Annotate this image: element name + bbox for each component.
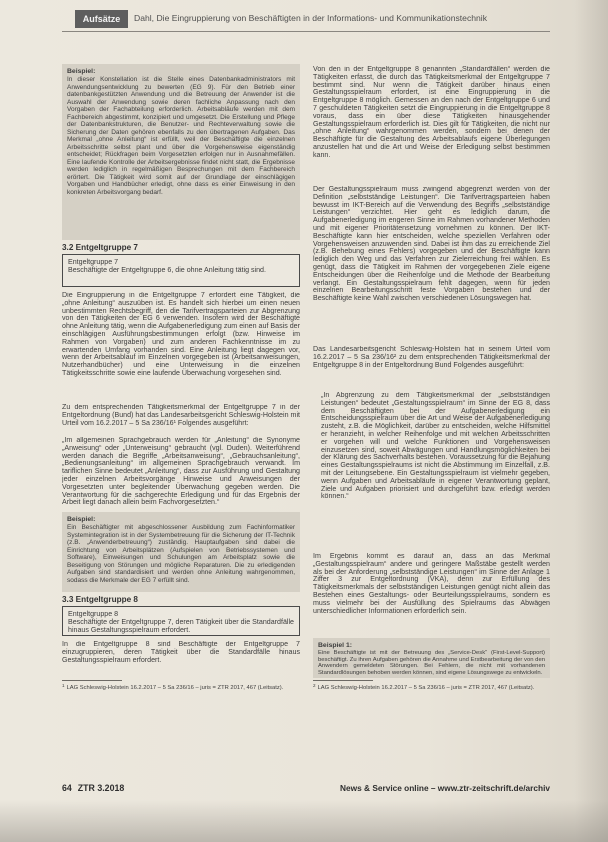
footnote-text: LAG Schleswig-Holstein 16.2.2017 – 5 Sa 236/16 – juris = ZTR 2017, 467 (Leitsatz). <box>317 685 535 691</box>
page-number: 64 <box>62 783 72 793</box>
paragraph-standard-cases: Von den in der Entgeltgruppe 8 genannten „Standardfällen“ werden die Tätigkeiten erfasst, die durch das Tätigkeitsmerkmal der Entgeltgruppe 7 bestimmt sind. Nur wenn die Tätigkeit darüber hinaus einen Gestaltungsspielraum erfordert, ist eine Eingruppierung in die Entgeltgruppe 8 möglich. Gemessen an den nach der Entgeltgruppe 6 und 7 geschuldeten Tätigkeiten setzt die Eingruppierung in die Entgeltgruppe 8 voraus, dass ein über diese Tätigkeiten hinausgehender Gestaltungsspielraum erforderlich ist. Dies gilt für Tätigkeiten, die nicht nur „ohne Anleitung“ wahrgenommen werden, sondern bei denen der Beschäftigte für die Gestaltung des Arbeitsablaufs eigene Überlegungen anzustellen hat und die Art und Weise der Erledigung selbst bestimmen kann. <box>313 66 550 159</box>
example-box-3 <box>313 638 550 678</box>
journal-issue: ZTR 3.2018 <box>77 783 125 793</box>
example-label: Beispiel 1: <box>318 642 352 649</box>
paragraph-eg7-intro: Die Eingruppierung in die Entgeltgruppe 7 erfordert eine Tätigkeit, die „ohne Anleitung“ auszuüben ist. Es handelt sich hierbei um einen neuen unbestimmten Rechtsbegriff, den die Tarifvertragsparteien zur Abgrenzung von den Tätigkeiten der EG 6 verwenden. Insofern wird der Beschäftigte ohne Anleitung tätig, wenn die Aufgabenerledigung zum einen auf Basis der einschlägigen Ausführungsbestimmungen erfolgt (bzw. Hinweise im Rahmen von Vorgaben) und zum anderen Fachkenntnisse im zu erwartenden Umfang vorhanden sind. Eine Anleitung liegt dagegen vor, wenn der Arbeitsablauf im Einzelnen vorgegeben ist (Arbeitsanweisungen, Nutzerhandbücher) und eine Unterweisung in die einzelnen Tätigkeitsschritte sowie eine laufende Überwachung vorgesehen sind. <box>62 292 300 377</box>
definition-box-eg7 <box>62 254 300 287</box>
paragraph-eg8-intro: In die Entgeltgruppe 8 sind Beschäftigte der Entgeltgruppe 7 einzugruppieren, deren Tätigkeit über die Standardfälle hinaus Gestaltungsspielraum erfordert. <box>62 641 300 664</box>
paragraph-abgrenzung: Im Ergebnis kommt es darauf an, dass an das Merkmal „Gestaltungsspielraum“ andere und geringere Maßstäbe gestellt werden als bei der Anforderung „selbstständige Leistungen“ im Sinne der Anlage 1 Ziffer 3 zur Entgeltordnung (VKA), denn zur Erfüllung des Tätigkeitsmerkmals der selbstständigen Leistungen genügt nicht allein das Bestehen eines Gestaltungs- oder Beurteilungsspielraums, sondern es muss vielmehr bei der Ausfüllung des Spielraums das Abwägen unterschiedlicher Informationen erforderlich sein. <box>313 553 550 615</box>
definition-text: Beschäftigte der Entgeltgruppe 7, deren Tätigkeit über die Standardfälle hinaus Gestaltungsspielraum erfordert. <box>68 618 294 634</box>
footnote-rule <box>62 680 122 681</box>
example-label: Beispiel: <box>67 516 96 523</box>
running-title: Dahl, Die Eingruppierung von Beschäftigten in der Informations- und Kommunikationstechnik <box>134 13 488 23</box>
section-heading-eg7: 3.2 Entgeltgruppe 7 <box>62 243 138 252</box>
example-text: In dieser Konstellation ist die Stelle eines Datenbankadministrators mit Anwendungsentwicklung zu bewerten (EG 9). Für den Betrieb einer datenbankgestützten Anwendung und die Betreuung der Anwender ist die Auswahl der Anwendung sowie deren fachliche Anpassung nach den Vorgaben der Fachabteilung erforderlich. Arbeitsabläufe werden mit dem Fachbereich abgestimmt, konzipiert und umgesetzt. Die Erstellung und Pflege der Datenbankstrukturen, die Benutzer- und Rechteverwaltung sowie die Sicherung der Daten gehören ebenfalls zu den übertragenen Aufgaben. Das Merkmal „ohne Anleitung“ ist erfüllt, weil der Beschäftigte die einzelnen Arbeitsschritte selbst plant und über die Vorgehensweise eigenständig entscheidet; Rückfragen beim Vorgesetzten erfolgen nur in Ausnahmefällen. Eine laufende Kontrolle der Arbeitsergebnisse findet nicht statt, die Ergebnisse werden lediglich in regelmäßigen Besprechungen mit dem Fachbereich erörtert. Die Tätigkeit wird somit auf der Grundlage der einschlägigen Vorgaben und Handbücher erledigt, ohne dass es einer Einweisung in den konkreten Arbeitsvorgang bedarf. <box>67 76 295 196</box>
scan-shadow-right <box>575 0 608 842</box>
court-quote-eg7: „Im allgemeinen Sprachgebrauch werden für „Anleitung“ die Synonyme „Anweisung“ oder „Unterweisung“ gebraucht (vgl. Duden). Weiterführend werden danach die Begriffe „Arbeitsanweisung“, „Gebrauchsanleitung“, „Bedienungsanleitung“ im allgemeinen Sprachgebrauch verwandt. Im tariflichen Sinne bedeutet „Anleitung“, dass zur Ausführung und Gestaltung jeder einzelnen Arbeitsvorgänge Hinweise und Anweisungen der Vorgesetzten unter begleitender Überwachung gegeben werden. Die Verantwortung für die sachgerechte Erledigung und für das Ergebnis der Arbeit liegt danach allein beim Fachvorgesetzten.“ <box>62 437 300 507</box>
definition-box-eg8 <box>62 606 300 636</box>
definition-title: Entgeltgruppe 8 <box>68 610 119 618</box>
court-quote-eg8: „In Abgrenzung zu dem Tätigkeitsmerkmal der „selbstständigen Leistungen“ bedeutet „Gestaltungsspielraum“ im Sinne der EG 8, dass dem Beschäftigten bei der Aufgabenerledigung ein Entscheidungsspielraum über die Art und Weise der Aufgabenerledigung zusteht, z.B. die Möglichkeit, darüber zu entscheiden, welche Hilfsmittel er heranzieht, in welcher Reihenfolge und mit welchen Arbeitsschritten er vorgehen will und welche Funktionen und Vorgehensweisen einzusetzen sind, soweit Abwägungen und Handlungsmöglichkeiten bei der Klärung des Sachverhalts bestehen. Voraussetzung für die Bejahung eines Gestaltungsspielraums ist nicht die Abstimmung im Einzelfall, z.B. mit der Leitungsebene. Ein Gestaltungsspielraum ist vielmehr gegeben, wenn Aufgaben und Arbeitsabläufe in eigener Verantwortung geplant, Ziele und Aufgaben priorisiert und durchgeführt bzw. erledigt werden können.“ <box>321 392 550 501</box>
service-note: News & Service online – www.ztr-zeitschrift.de/archiv <box>340 783 550 793</box>
footnote-number: 2 <box>313 683 316 688</box>
definition-text: Beschäftigte der Entgeltgruppe 6, die ohne Anleitung tätig sind. <box>68 266 266 274</box>
footnote-1 <box>62 683 300 698</box>
example-label: Beispiel: <box>67 68 96 75</box>
footnote-2 <box>313 683 550 698</box>
example-box-1 <box>62 64 300 240</box>
footnote-number: 1 <box>62 683 65 688</box>
footnote-rule <box>313 680 373 681</box>
page-footer-left <box>62 783 124 794</box>
footnote-text: LAG Schleswig-Holstein 16.2.2017 – 5 Sa 236/16 – juris = ZTR 2017, 467 (Leitsatz). <box>66 685 284 691</box>
section-label: Aufsätze <box>75 10 128 28</box>
example-text: Eine Beschäftigte ist mit der Betreuung des „Service-Desk“ (First-Level-Support) beschäftigt. Zu ihren Aufgaben gehören die Annahme und Erstbearbeitung der von den Anwendern gemeldeten Störungen. Bei Fehlern, die nicht mit vorhandenen Standardlösungen behoben werden können, sind eigene Lösungswege zu entwickeln. <box>318 650 545 677</box>
example-box-2 <box>62 512 300 592</box>
header-rule <box>62 31 550 32</box>
paragraph-lag-reference-eg8: Das Landesarbeitsgericht Schleswig-Holstein hat in seinem Urteil vom 16.2.2017 – 5 Sa 236/16² zu dem entsprechenden Tätigkeitsmerkmal der Entgeltgruppe 8 in der Entgeltordnung Bund Folgendes ausgeführt: <box>313 346 550 369</box>
scan-shadow-bottom <box>0 800 608 842</box>
definition-title: Entgeltgruppe 7 <box>68 258 119 266</box>
paragraph-gestaltungsspielraum: Der Gestaltungsspielraum muss zwingend abgegrenzt werden von der Definition „selbstständige Leistungen“. Die Tarifvertragsparteien haben bewusst im IKT-Bereich auf die Verwendung des Begriffs „selbstständige Leistungen“ verzichtet. Hier geht es lediglich darum, die Aufgabenerledigung im engeren Sinne im Rahmen vorhandener Methoden und mit eigener Prioritätensetzung vornehmen zu können. Der IKT-Beschäftigte kann hier entscheiden, welche speziellen Verfahren oder Vorgehensweisen anzuwenden sind. Dabei ist ihm das zu erreichende Ziel (z.B. Behebung eines Fehlers) vorgegeben und der Beschäftigte kann lediglich den Weg und das Verfahren zur Zielerreichung frei wählen. Es genügt, dass die Tätigkeit im Rahmen der vorgegebenen Ziele eigene Entscheidungen über die Reihenfolge und die Methode der Bearbeitung verlangt. Ein Gestaltungsspielraum fehlt dagegen, wenn für jeden einzelnen Bearbeitungsschritt feste Vorgaben bestehen und der Beschäftigte keine Wahl zwischen verschiedenen Lösungswegen hat. <box>313 186 550 303</box>
example-text: Ein Beschäftigter mit abgeschlossener Ausbildung zum Fachinformatiker Systemintegration ist in der Systembetreuung für die Sicherung der IT-Technik (z.B. „Anwenderbetreuung“) zuständig. Hauptaufgaben sind dabei die Einrichtung von Arbeitsplätzen (Aufspielen von Betriebssystemen und Software), Einweisungen und Schulungen am Arbeitsplatz sowie die Beseitigung von Störungen und mögliche Reparaturen. Die zu erledigenden Aufgaben sind standardisiert und werden ohne Anleitung wahrgenommen, sodass die Merkmale der EG 7 erfüllt sind. <box>67 524 295 584</box>
paragraph-lag-reference: Zu dem entsprechenden Tätigkeitsmerkmal der Entgeltgruppe 7 in der Entgeltordnung (Bund) hat das Landesarbeitsgericht Schleswig-Holstein mit Urteil vom 16.2.2017 – 5 Sa 236/16¹ Folgendes ausgeführt: <box>62 404 300 427</box>
section-heading-eg8: 3.3 Entgeltgruppe 8 <box>62 595 138 604</box>
